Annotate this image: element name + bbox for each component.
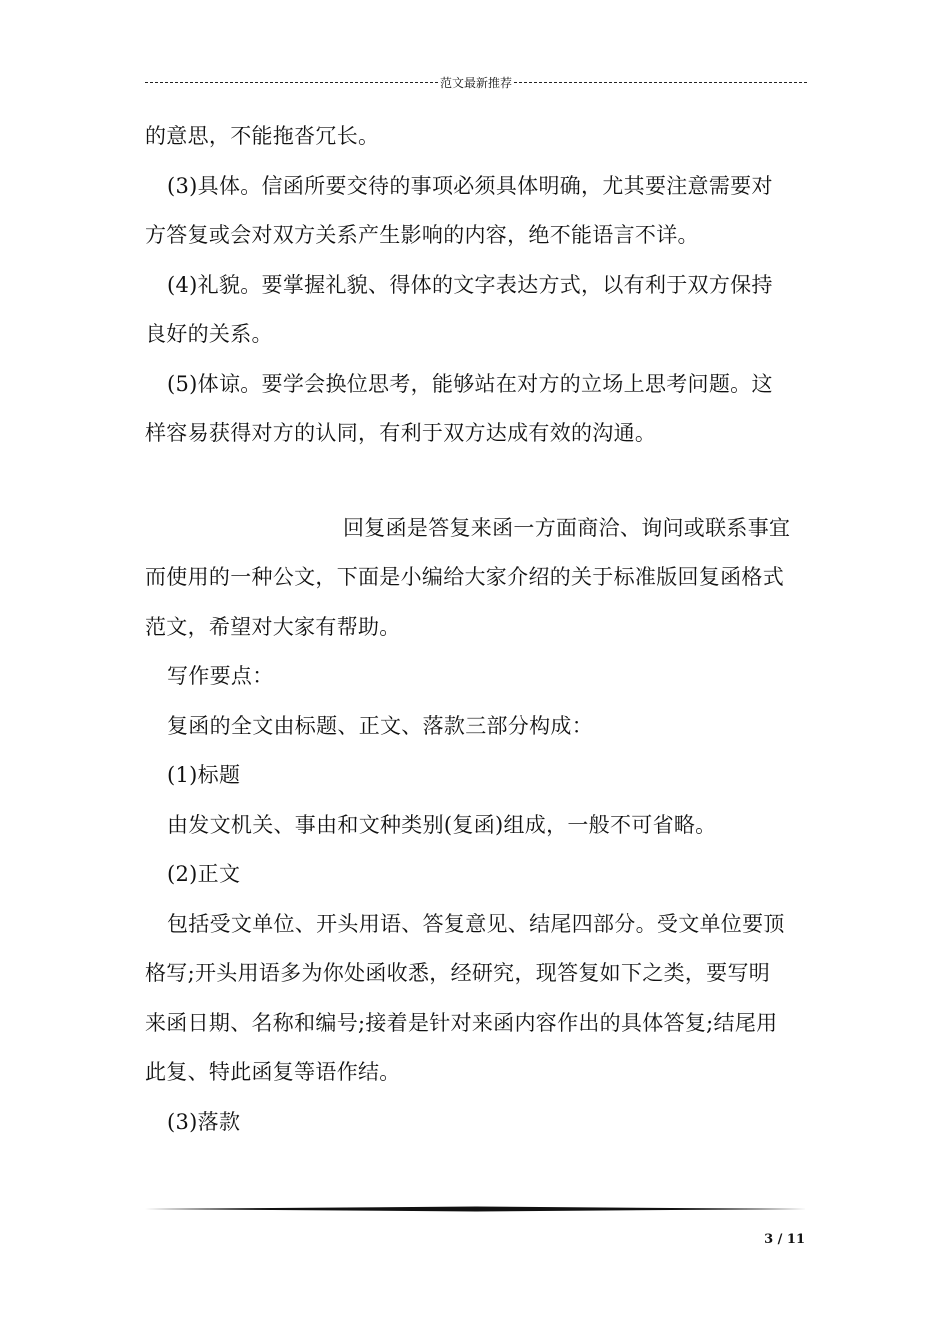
text-line: 此复、特此函复等语作结。 <box>145 1060 401 1084</box>
text-line: 写作要点： <box>167 664 274 688</box>
page-header <box>145 70 807 94</box>
document-body <box>145 112 807 1147</box>
paragraph-gap <box>145 459 807 504</box>
text-line: 复函的全文由标题、正文、落款三部分构成： <box>167 713 593 738</box>
footer-rule <box>145 1206 807 1212</box>
text-line: 样容易获得对方的认同，有利于双方达成有效的沟通。 <box>145 421 657 445</box>
text-line: 来函日期、名称和编号;接着是针对来函内容作出的具体答复;结尾用 <box>145 1010 778 1035</box>
page-number: 3 / 11 <box>764 1232 805 1247</box>
text-line: (3)落款 <box>167 1109 241 1134</box>
text-line: 范文，希望对大家有帮助。 <box>145 614 401 639</box>
text-line: 方答复或会对双方关系产生影响的内容，绝不能语言不详。 <box>145 223 699 247</box>
text-line: 由发文机关、事由和文种类别(复函)组成，一般不可省略。 <box>167 812 717 837</box>
header-title: 范文最新推荐 <box>440 75 513 90</box>
text-line: (2)正文 <box>167 862 241 886</box>
text-line: (1)标题 <box>167 763 241 787</box>
text-line: 包括受文单位、开头用语、答复意见、结尾四部分。受文单位要顶 <box>167 911 785 936</box>
text-line: 而使用的一种公文，下面是小编给大家介绍的关于标准版回复函格式 <box>145 565 784 589</box>
header-dash-right <box>514 82 807 83</box>
text-line: 回复函是答复来函一方面商洽、询问或联系事宜 <box>343 515 791 540</box>
text-line: 的意思，不能拖沓冗长。 <box>145 124 380 148</box>
header-dash-left <box>145 82 438 83</box>
text-line: 良好的关系。 <box>145 322 273 346</box>
text-line: (4)礼貌。要掌握礼貌、得体的文字表达方式，以有利于双方保持 <box>167 272 773 297</box>
text-line: 格写;开头用语多为你处函收悉，经研究，现答复如下之类，要写明 <box>145 961 771 985</box>
text-line: (3)具体。信函所要交待的事项必须具体明确，尤其要注意需要对 <box>167 173 773 198</box>
text-line: (5)体谅。要学会换位思考，能够站在对方的立场上思考问题。这 <box>167 371 773 396</box>
